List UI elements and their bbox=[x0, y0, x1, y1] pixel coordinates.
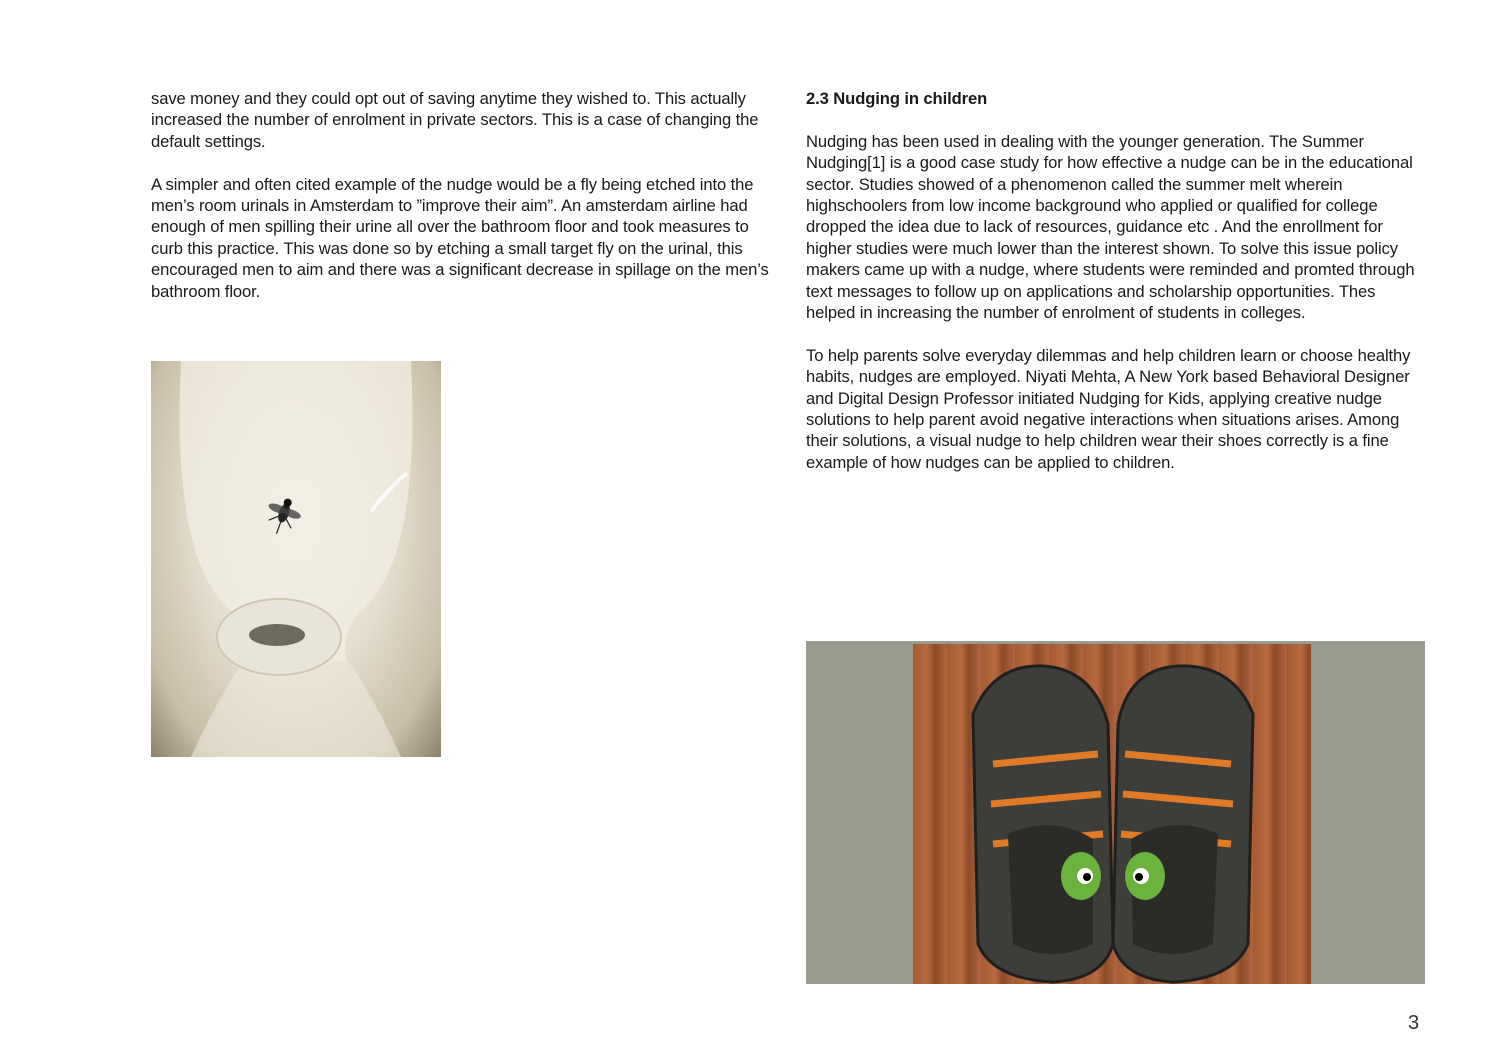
section-heading: 2.3 Nudging in children bbox=[806, 89, 988, 108]
shoes-illustration bbox=[913, 644, 1311, 984]
page-number: 3 bbox=[1408, 1012, 1420, 1034]
paragraph-nudging-for-kids: To help parents solve everyday dilemmas and help children learn or choose healthy habits, nudges are employed. Niyati Mehta, A New York based Behavioral Designer and Digital Design Professor initiated Nudging for Kids, applying creative nudge solutions to help parent avoid negative interactions when situations arises. Among their solutions, a visual nudge to help children wear their shoes correctly is a fine example of how nudges can be applied to children. bbox=[806, 345, 1411, 472]
shoes-photo bbox=[806, 641, 1425, 984]
right-column bbox=[806, 88, 1428, 495]
urinal-illustration bbox=[151, 361, 441, 757]
urinal-fly-photo bbox=[151, 361, 441, 757]
left-shoe-icon bbox=[973, 666, 1113, 982]
paragraph-summer-nudging: Nudging has been used in dealing with the younger generation. The Summer Nudging[1] is a good case study for how effective a nudge can be in the educational sector. Studies showed of a phenomenon called the summer melt wherein highschoolers from low income background who applied or qualified for college dropped the idea due to lack of resources, guidance etc . And the enrollment for higher studies were much lower than the interest shown. To solve this issue policy makers came up with a nudge, where students were reminded and promted through text messages to follow up on applications and scholarship opportunities. Thes helped in increasing the number of enrolment of students in colleges. bbox=[806, 131, 1415, 323]
right-shoe-icon bbox=[1113, 666, 1253, 982]
left-column bbox=[151, 88, 771, 323]
shoes-image bbox=[913, 644, 1311, 984]
paragraph-urinal-fly: A simpler and often cited example of the nudge would be a fly being etched into the men’s room urinals in Amsterdam to ”improve their aim”. An amsterdam airline had enough of men spilling their urine all over the bathroom floor and took measures to curb this practice. This was done so by etching a small target fly on the urinal, this encouraged men to aim and there was a significant decrease in spillage on the men’s bathroom floor. bbox=[151, 174, 769, 301]
paragraph-default-settings: save money and they could opt out of saving anytime they wished to. This actually increased the number of enrolment in private sectors. This is a case of changing the default settings. bbox=[151, 89, 759, 151]
